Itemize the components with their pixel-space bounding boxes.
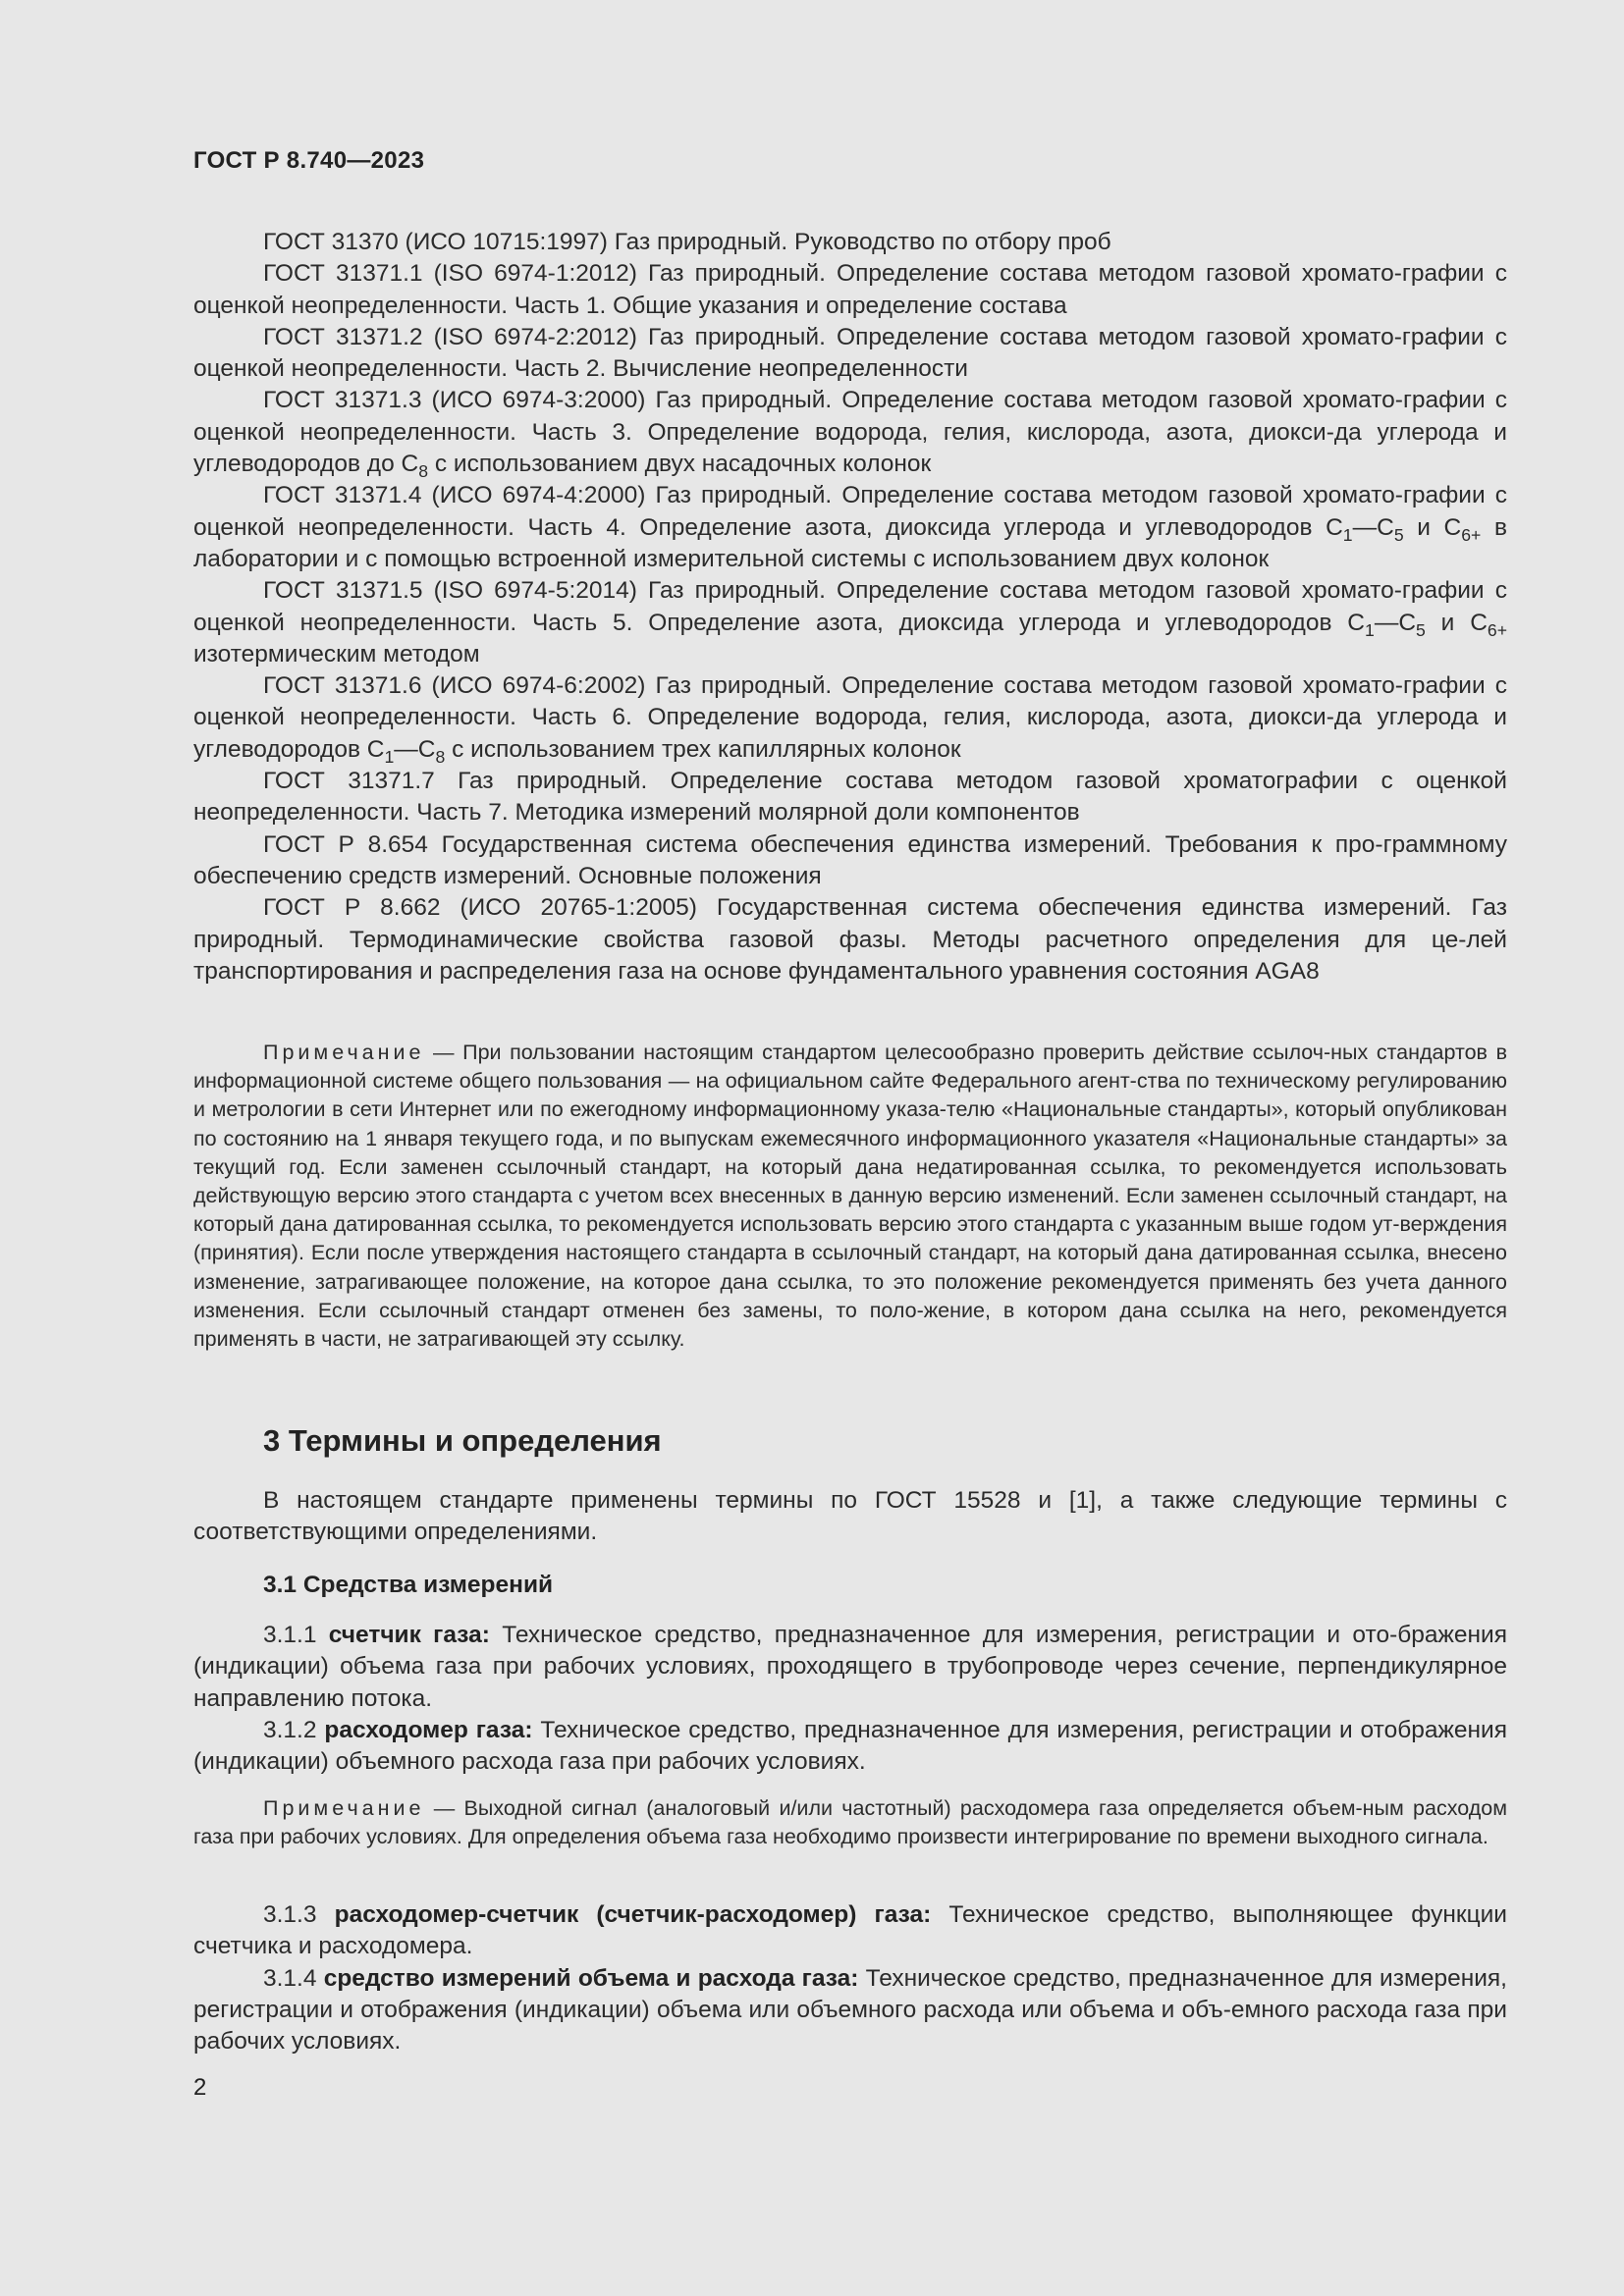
document-header-id: ГОСТ Р 8.740—2023 [193,147,425,174]
term-definition: Техническое средство, выполняющее функции счетчика и расходомера. [193,1901,1507,1960]
term-item: 3.1.1 счетчик газа: Техническое средство, предназначенное для измерения, регистрации и ото-бражения (индикации) объема газа при рабочих условиях, проходящего в трубопроводе через сечение, перпендикулярное направлению потока. [193,1622,1508,1712]
note-flowmeter [193,1794,1507,1851]
reference-item: ГОСТ 31371.7 Газ природный. Определение состава методом газовой хроматографии с оценкой неопределенности. Часть 7. Методика измерений молярной доли компонентов [193,768,1507,827]
term-item: 3.1.4 средство измерений объема и расхода газа: Техническое средство, предназначенное для измерения, регистрации и отображения (индикации) объема или объемного расхода или объема и объ-емного расхода газа при рабочих условиях. [193,1964,1507,2056]
reference-item: ГОСТ 31371.5 (ISO 6974-5:2014) Газ природный. Определение состава методом газовой хромато-графии с оценкой неопределенности. Часть 5. Определение азота, диоксида углерода и углеводородов $C_1—C_5$ и $C_{6+}$ изотермическим методом [193,577,1507,667]
reference-item: ГОСТ 31371.3 (ИСО 6974-3:2000) Газ природный. Определение состава методом газовой хромато-графии с оценкой неопределенности. Часть 3. Определение водорода, гелия, кислорода, азота, диокси-да углерода и углеводородов до $C_8$ с использованием двух насадочных колонок [193,387,1507,482]
reference-item: ГОСТ 31371.2 (ISO 6974-2:2012) Газ природный. Определение состава методом газовой хромато-графии с оценкой неопределенности. Часть 2. Вычисление неопределенности [193,323,1507,383]
term-name: расходомер-счетчик (счетчик-расходомер) газа: [334,1901,932,1928]
section-intro: В настоящем стандарте применены термины по ГОСТ 15528 и [1], а также следующие термины с соответствующими определениями. [193,1487,1507,1546]
note-text: — При пользовании настоящим стандартом целесообразно проверить действие ссылоч-ных стандартов в информационной системе общего пользования — на официальном сайте Федерального агент-ства по техническому регулированию и метрологии в сети Интернет или по ежегодному информационному указа-телю «Национальные стандарты», который опубликован по состоянию на 1 января текущего года, и по выпускам ежемесячного информационного указателя «Национальные стандарты» за текущий год. Если заменен ссылочный стандарт, на который дана недатированная ссылка, то рекомендуется использовать действующую версию этого стандарта с учетом всех внесенных в данную версию изменений. Если заменен ссылочный стандарт, на который дана датированная ссылка, то рекомендуется использовать версию этого стандарта с указанным выше годом ут-верждения (принятия). Если после утверждения настоящего стандарта в ссылочный стандарт, на который дана датированная ссылка, внесено изменение, затрагивающее положение, на которое дана ссылка, то это положение рекомендуется применять без учета данного изменения. Если ссылочный стандарт отменен без замены, то поло-жение, в котором дана ссылка на него, рекомендуется применять в части, не затрагивающей эту ссылку. [193,1041,1507,1352]
reference-item: ГОСТ 31371.6 (ИСО 6974-6:2002) Газ природный. Определение состава методом газовой хромато-графии с оценкой неопределенности. Часть 6. Определение водорода, гелия, кислорода, азота, диокси-да углерода и углеводородов $C_1—C_8$ с использованием трех капиллярных колонок [193,672,1507,767]
term-name: средство измерений объема и расхода газа: [323,1964,859,1992]
note-label: Примечание [263,1796,425,1820]
term-item: 3.1.3 расходомер-счетчик (счетчик-расходомер) газа: Техническое средство, выполняющее функции счетчика и расходомера. [193,1901,1507,1960]
page-number: 2 [193,2074,207,2101]
subsection-title: 3.1 Средства измерений [263,1572,554,1598]
note-label: Примечание [263,1041,425,1064]
reference-item: ГОСТ 31371.4 (ИСО 6974-4:2000) Газ природный. Определение состава методом газовой хромато-графии с оценкой неопределенности. Часть 4. Определение азота, диоксида углерода и углеводородов $C_1—C_5$ и $C_{6+}$ в лаборатории и с помощью встроенной измерительной системы с использованием двух колонок [193,482,1507,572]
section-title: 3 Термины и определения [263,1423,662,1458]
reference-item: ГОСТ 31371.1 (ISO 6974-1:2012) Газ природный. Определение состава методом газовой хромато-графии с оценкой неопределенности. Часть 1. Общие указания и определение состава [193,260,1507,319]
reference-item: ГОСТ Р 8.662 (ИСО 20765-1:2005) Государственная система обеспечения единства измерений. Газ природный. Термодинамические свойства газовой фазы. Методы расчетного определения для це-лей транспортирования и распределения газа на основе фундаментального уравнения состояния AGA8 [193,894,1507,985]
note-references [193,1039,1507,1354]
terms-list-continued [193,1899,1507,2057]
term-item: 3.1.2 расходомер газа: Техническое средство, предназначенное для измерения, регистрации и отображения (индикации) объемного расхода газа при рабочих условиях. [193,1716,1507,1776]
term-name: расходомер газа: [324,1716,533,1743]
term-definition: Техническое средство, предназначенное для измерения, регистрации и отображения (индикации) объемного расхода газа при рабочих условиях. [193,1716,1507,1776]
reference-item: ГОСТ 31370 (ИСО 10715:1997) Газ природный. Руководство по отбору проб [263,229,1111,255]
normative-references-list [193,227,1507,988]
reference-item: ГОСТ Р 8.654 Государственная система обеспечения единства измерений. Требования к про-граммному обеспечению средств измерений. Основные положения [193,830,1507,889]
term-definition: Техническое средство, предназначенное для измерения, регистрации и отображения (индикации) объема или объемного расхода или объема и объ-емного расхода газа при рабочих условиях. [193,1964,1507,2056]
note-text: — Выходной сигнал (аналоговый и/или частотный) расходомера газа определяется объем-ным расходом газа при рабочих условиях. Для определения объема газа необходимо произвести интегрирование по времени выходного сигнала. [193,1796,1507,1849]
terms-list [193,1620,1507,1778]
term-definition: Техническое средство, предназначенное для измерения, регистрации и ото-бражения (индикации) объема газа при рабочих условиях, проходящего в трубопроводе через сечение, перпендикулярное направлению потока. [193,1622,1508,1712]
term-name: счетчик газа: [328,1622,490,1648]
